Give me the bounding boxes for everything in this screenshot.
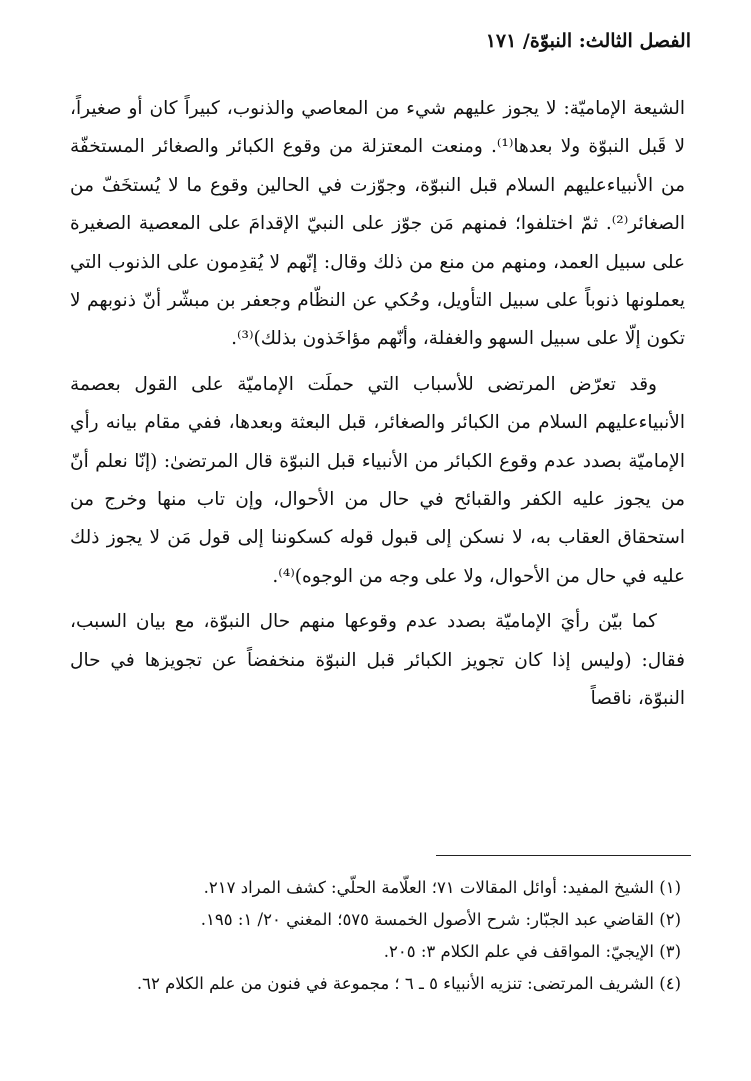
running-header: الفصل الثالث: النبوّة/ ١٧١: [485, 30, 691, 52]
paragraph: الشيعة الإماميّة: لا يجوز عليهم شيء من المعاصي والذنوب، كبيراً كان أو صغيراً، لا قَبل النبوّة ولا بعدها⁽¹⁾. ومنعت المعتزلة من وقوع الكبائر والصغائر المستخفّة من الأنبياءعليهم السلام قبل النبوّة، وجوّزت في الحالين وقوع ما لا يُستخَفّ من الصغائر⁽²⁾. ثمّ اختلفوا؛ فمنهم مَن جوّز على النبيّ الإقدامَ على المعصية الصغيرة على سبيل العمد، ومنهم من منع من ذلك وقال: إنّهم لا يُقدِمون على الذنوب التي يعملونها ذنوباً على سبيل التأويل، وحُكي عن النظّام وجعفر بن مبشّر أنّ ذنوبهم لا تكون إلّا على سبيل السهو والغفلة، وأنّهم مؤاخَذون بذلك)⁽³⁾.: [70, 98, 685, 350]
paragraph: كما بيّن رأيَ الإماميّة بصدد عدم وقوعها منهم حال النبوّة، مع بيان السبب، فقال: (وليس إذا كان تجويز الكبائر قبل النبوّة منخفضاً عن تجويزها في حال النبوّة، ناقصاً: [70, 611, 685, 710]
footnotes: [66, 875, 681, 1003]
footnote: (٣) الإيجيّ: المواقف في علم الكلام ٣: ٢٠٥.: [383, 942, 681, 961]
footnote: (٤) الشريف المرتضى: تنزيه الأنبياء ٥ ـ ٦ ؛ مجموعة في فنون من علم الكلام ٦٢.: [136, 974, 681, 993]
main-text: [70, 90, 685, 719]
footnote: (٢) القاضي عبد الجبّار: شرح الأصول الخمسة ٥٧٥؛ المغني ٢٠/ ١: ١٩٥.: [200, 910, 681, 929]
paragraph: وقد تعرّض المرتضى للأسباب التي حملَت الإماميّة على القول بعصمة الأنبياءعليهم السلام من الكبائر والصغائر، قبل البعثة وبعدها، ففي مقام بيانه رأي الإماميّة بصدد عدم وقوع الكبائر من الأنبياء قبل النبوّة قال المرتضىٰ: (إنّا نعلم أنّ من يجوز عليه الكفر والقبائح في حال من الأحوال، وإن تاب منها وخرج من استحقاق العقاب به، لا نسكن إلى قبول قوله كسكوننا إلى قول مَن لا يجوز ذلك عليه في حال من الأحوال، ولا على وجه من الوجوه)⁽⁴⁾.: [70, 373, 685, 587]
footnote-separator: [436, 855, 691, 856]
footnote: (١) الشيخ المفيد: أوائل المقالات ٧١؛ العلّامة الحلّي: كشف المراد ٢١٧.: [203, 878, 681, 897]
